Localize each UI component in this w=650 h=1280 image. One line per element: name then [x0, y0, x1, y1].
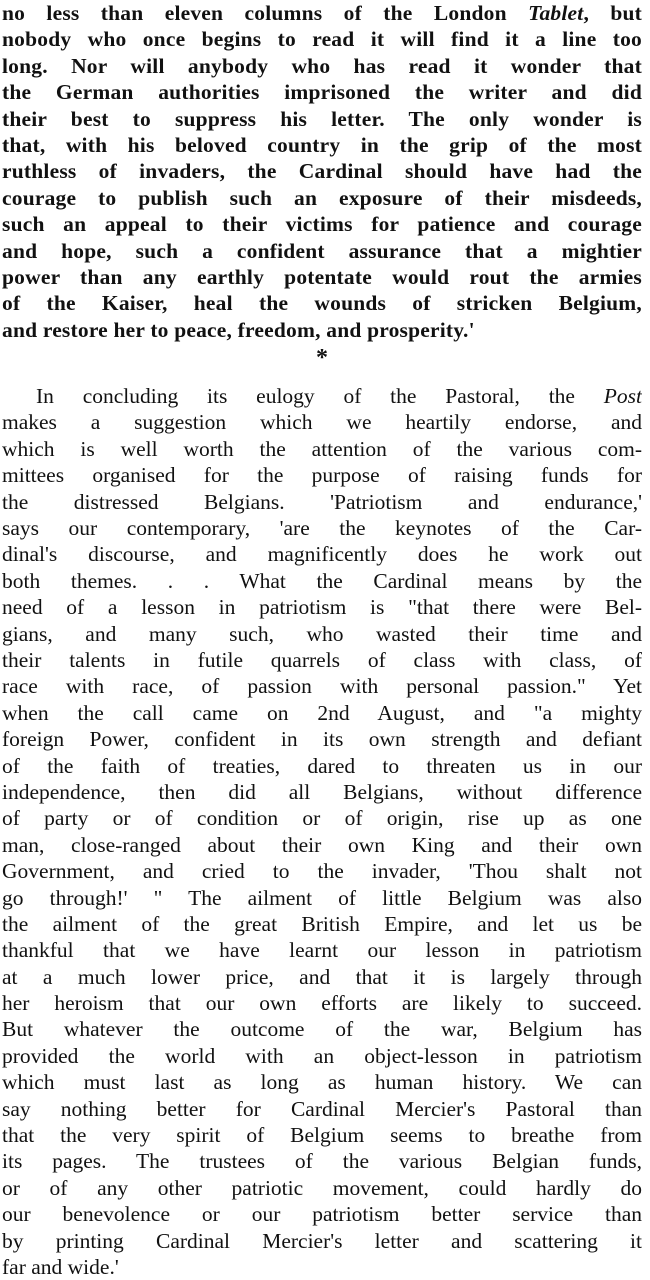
text-line: says our contemporary, 'are the keynotes of the Car-: [2, 516, 642, 541]
text-line: thankful that we have learnt our lesson in patriotism: [2, 938, 642, 963]
section-separator: *: [316, 345, 328, 372]
text-line: our benevolence or our patriotism better service than: [2, 1202, 642, 1227]
text-line: the German authorities imprisoned the writer and did: [2, 80, 642, 105]
text-line: need of a lesson in patriotism is "that there were Bel-: [2, 595, 642, 620]
text-line: her heroism that our own efforts are likely to succeed.: [2, 991, 642, 1016]
text-line: But whatever the outcome of the war, Belgium has: [2, 1017, 642, 1042]
text-line: dinal's discourse, and magnificently does he work out: [2, 542, 642, 567]
text-line: man, close-ranged about their own King and their own: [2, 832, 642, 857]
text-line: makes a suggestion which we heartily endorse, and: [2, 410, 642, 435]
text-line: and hope, such a confident assurance that a mightier: [2, 238, 642, 263]
text-line: race with race, of passion with personal passion." Yet: [2, 674, 642, 699]
text-line: gians, and many such, who wasted their time and: [2, 621, 642, 646]
text-line: the ailment of the great British Empire, and let us be: [2, 911, 642, 936]
article-page: [2, 0, 642, 1280]
text-line: such an appeal to their victims for patience and courage: [2, 212, 642, 237]
text-line: of party or of condition or of origin, rise up as one: [2, 806, 642, 831]
text-line: at a much lower price, and that it is largely through: [2, 964, 642, 989]
text-line: by printing Cardinal Mercier's letter and scattering it: [2, 1228, 642, 1253]
text-line: Government, and cried to the invader, 'Thou shalt not: [2, 859, 642, 884]
text-line: and restore her to peace, freedom, and prosperity.': [2, 317, 475, 342]
text-line: far and wide.': [2, 1254, 119, 1279]
text-line: long. Nor will anybody who has read it wonder that: [2, 53, 642, 78]
text-line: of the Kaiser, heal the wounds of stricken Belgium,: [2, 291, 642, 316]
paragraph-post-suggestion: [2, 383, 642, 1280]
text-line: their best to suppress his letter. The only wonder is: [2, 106, 642, 131]
text-line: their talents in futile quarrels of class with class, of: [2, 647, 642, 672]
text-line: In concluding its eulogy of the Pastoral, the Post: [36, 384, 642, 409]
text-line: its pages. The trustees of the various Belgian funds,: [2, 1149, 642, 1174]
text-line: or of any other patriotic movement, could hardly do: [2, 1175, 642, 1200]
text-line: of the faith of treaties, dared to threaten us in our: [2, 753, 642, 778]
paragraph-tablet-review: [2, 0, 642, 343]
text-line: courage to publish such an exposure of their misdeeds,: [2, 185, 642, 210]
text-line: say nothing better for Cardinal Mercier's Pastoral than: [2, 1096, 642, 1121]
text-line: power than any earthly potentate would rout the armies: [2, 264, 642, 289]
text-line: provided the world with an object-lesson in patriotism: [2, 1043, 642, 1068]
text-line: that, with his beloved country in the grip of the most: [2, 132, 642, 157]
text-line: when the call came on 2nd August, and "a mighty: [2, 700, 642, 725]
text-line: independence, then did all Belgians, without difference: [2, 779, 642, 804]
text-line: both themes. . . What the Cardinal means by the: [2, 568, 642, 593]
text-line: which is well worth the attention of the various com-: [2, 436, 642, 461]
text-line: nobody who once begins to read it will find it a line too: [2, 27, 642, 52]
text-line: ruthless of invaders, the Cardinal should have had the: [2, 159, 642, 184]
text-line: that the very spirit of Belgium seems to breathe from: [2, 1123, 642, 1148]
text-line: go through!' " The ailment of little Belgium was also: [2, 885, 642, 910]
text-line: no less than eleven columns of the London Tablet, but: [2, 1, 642, 25]
text-line: the distressed Belgians. 'Patriotism and endurance,': [2, 489, 642, 514]
text-line: foreign Power, confident in its own strength and defiant: [2, 727, 642, 752]
text-line: which must last as long as human history. We can: [2, 1070, 642, 1095]
text-line: mittees organised for the purpose of raising funds for: [2, 463, 642, 488]
